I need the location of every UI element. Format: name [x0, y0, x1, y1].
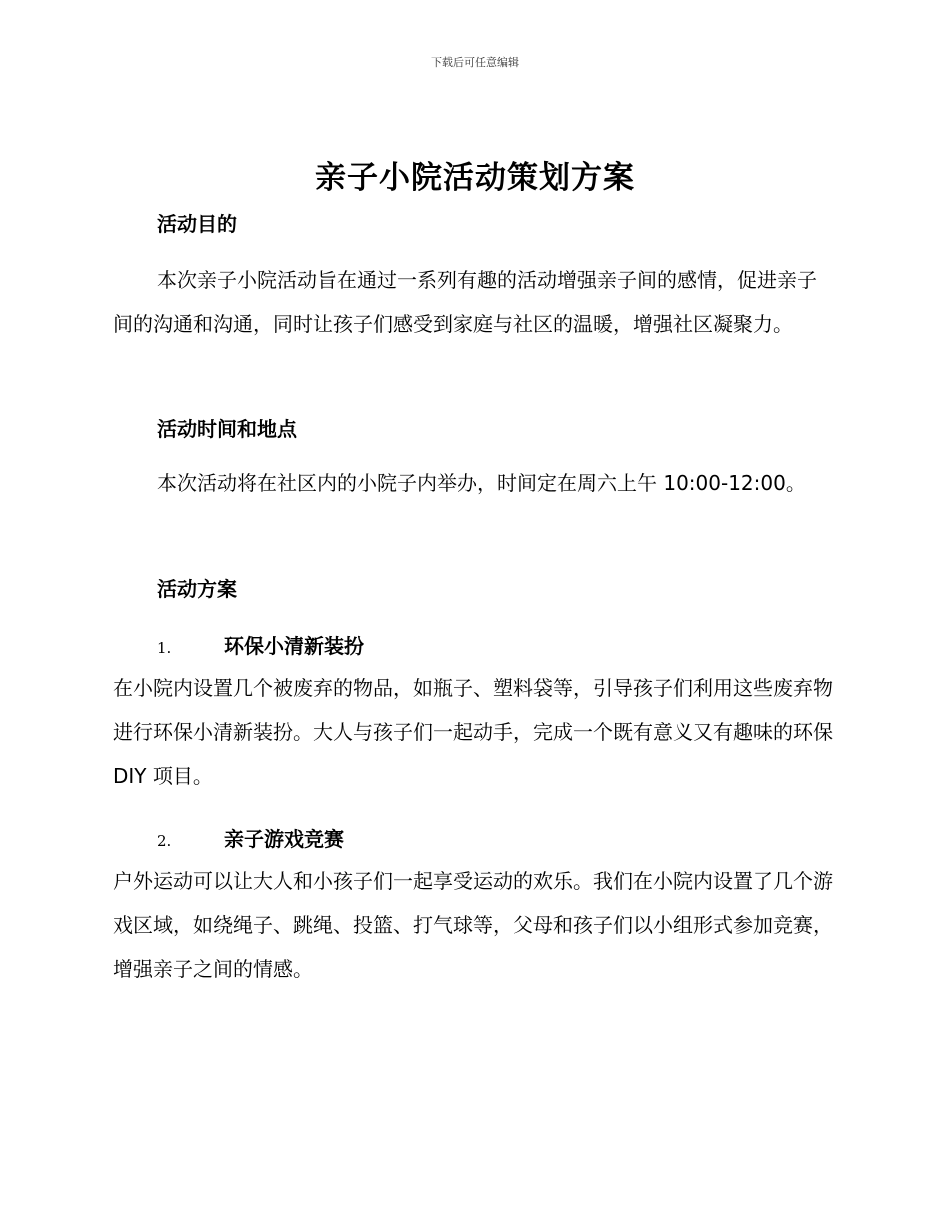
list-item-heading-1: [157, 630, 364, 659]
list-number: 2.: [157, 832, 172, 850]
header-note: 下载后可任意编辑: [431, 56, 519, 69]
list-item-title: 亲子游戏竞赛: [224, 827, 344, 851]
paragraph-time-place: 本次活动将在社区内的小院子内举办，时间定在周六上午 10:00-12:00。: [157, 471, 806, 495]
paragraph-purpose: 本次亲子小院活动旨在通过一系列有趣的活动增强亲子间的感情，促进亲子间的沟通和沟通，同时让孩子们感受到家庭与社区的温暖，增强社区凝聚力。: [113, 268, 817, 336]
paragraph-plan-item-2: 户外运动可以让大人和小孩子们一起享受运动的欢乐。我们在小院内设置了几个游戏区域，如绕绳子、跳绳、投篮、打气球等，父母和孩子们以小组形式参加竞赛，增强亲子之间的情感。: [113, 869, 833, 981]
paragraph-plan-item-1: 在小院内设置几个被废弃的物品，如瓶子、塑料袋等，引导孩子们利用这些废弃物进行环保小清新装扮。大人与孩子们一起动手，完成一个既有意义又有趣味的环保 DIY 项目。: [113, 676, 833, 788]
section-heading-plan: 活动方案: [157, 577, 237, 601]
list-item-heading-2: [157, 823, 344, 852]
section-heading-time-place: 活动时间和地点: [157, 417, 297, 441]
document-title: 亲子小院活动策划方案: [315, 160, 635, 196]
list-item-title: 环保小清新装扮: [224, 634, 364, 658]
section-heading-purpose: 活动目的: [157, 212, 237, 236]
list-number: 1.: [157, 639, 172, 657]
